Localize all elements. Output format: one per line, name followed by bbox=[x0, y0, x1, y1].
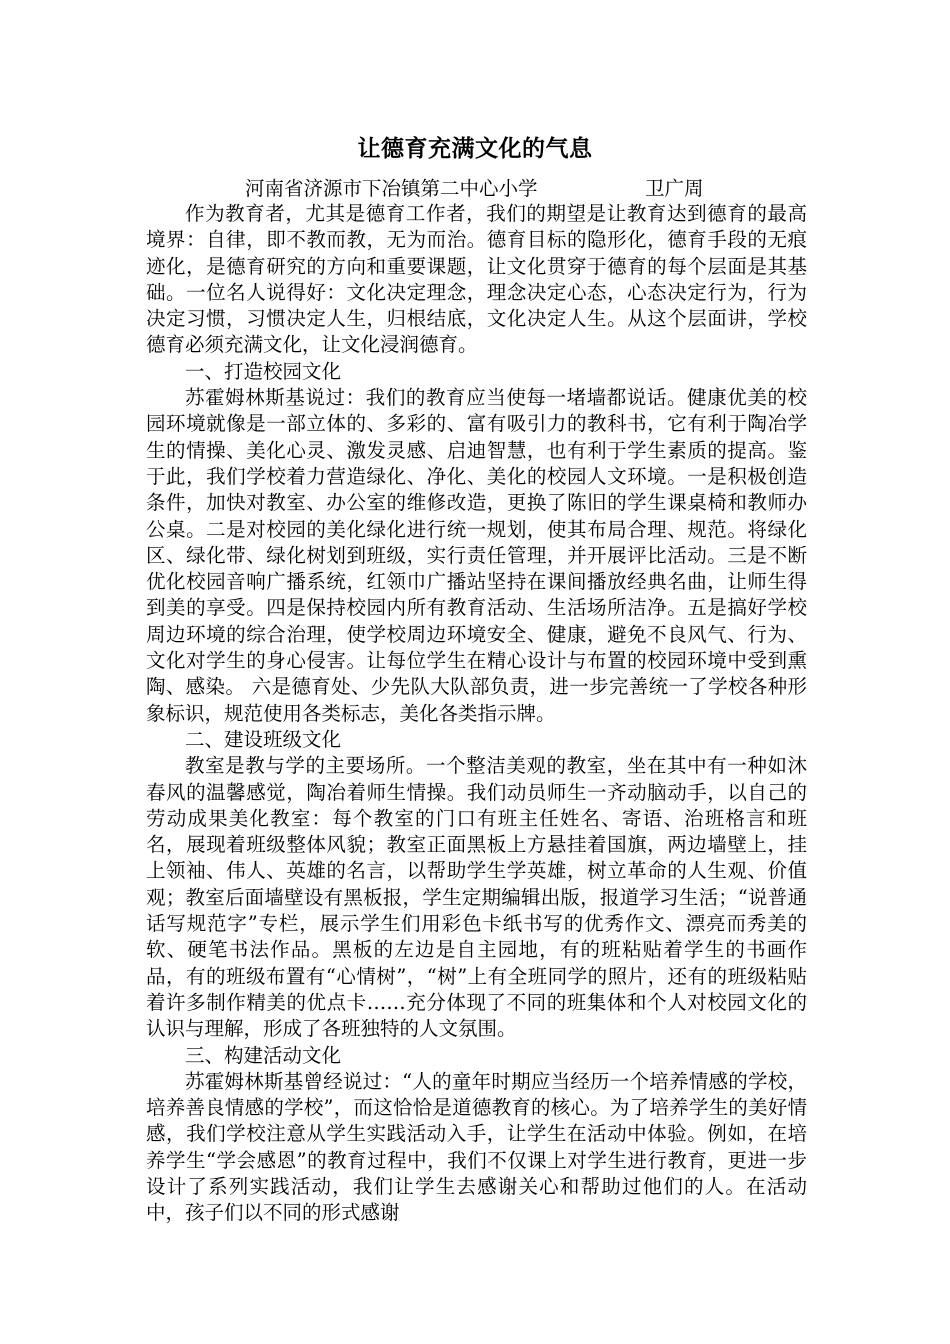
document-body bbox=[146, 201, 807, 1227]
author-name: 卫广周 bbox=[645, 177, 704, 200]
section-heading-class-culture: 二、建设班级文化 bbox=[185, 727, 342, 751]
document-title: 让德育充满文化的气息 bbox=[357, 135, 593, 162]
byline bbox=[245, 176, 765, 202]
section-heading-activity-culture: 三、构建活动文化 bbox=[185, 1043, 342, 1067]
intro-paragraph: 作为教育者，尤其是德育工作者，我们的期望是让教育达到德育的最高境界：自律，即不教而教，无为而治。德育目标的隐形化，德育手段的无痕迹化，是德育研究的方向和重要课题，让文化贯穿于德育的每个层面是其基础。一位名人说得好：文化决定理念，理念决定心态，心态决定行为，行为决定习惯，习惯决定人生，归根结底，文化决定人生。从这个层面讲，学校德育必须充满文化，让文化浸润德育。 bbox=[146, 202, 807, 357]
section-heading-campus-culture: 一、打造校园文化 bbox=[185, 359, 342, 383]
class-culture-paragraph: 教室是教与学的主要场所。一个整洁美观的教室，坐在其中有一种如沐春风的温馨感觉，陶冶着师生情操。我们动员师生一齐动脑动手，以自己的劳动成果美化教室：每个教室的门口有班主任姓名、寄语、治班格言和班名，展现着班级整体风貌；教室正面黑板上方悬挂着国旗，两边墙壁上，挂上领袖、伟人、英雄的名言，以帮助学生学英雄，树立革命的人生观、价值观；教室后面墙壁设有黑板报，学生定期编辑出版，报道学习生活；“说普通话写规范字”专栏，展示学生们用彩色卡纸书写的优秀作文、漂亮而秀美的软、硬笔书法作品。黑板的左边是自主园地，有的班粘贴着学生的书画作品，有的班级布置有“心情树”，“树”上有全班同学的照片，还有的班级粘贴着许多制作精美的优点卡……充分体现了不同的班集体和个人对校园文化的认识与理解，形成了各班独特的人文氛围。 bbox=[146, 754, 807, 1041]
school-name: 河南省济源市下冶镇第二中心小学 bbox=[245, 177, 538, 200]
activity-culture-paragraph: 苏霍姆林斯基曾经说过：“人的童年时期应当经历一个培养情感的学校，培养善良情感的学校”，而这恰恰是道德教育的核心。为了培养学生的美好情感，我们学校注意从学生实践活动入手，让学生在活动中体验。例如，在培养学生“学会感恩”的教育过程中，我们不仅课上对学生进行教育，更进一步设计了系列实践活动，我们让学生去感谢关心和帮助过他们的人。在活动中，孩子们以不同的形式感谢 bbox=[146, 1069, 807, 1225]
campus-culture-paragraph: 苏霍姆林斯基说过：我们的教育应当使每一堵墙都说话。健康优美的校园环境就像是一部立体的、多彩的、富有吸引力的教科书，它有利于陶冶学生的情操、美化心灵、激发灵感、启迪智慧，也有利于学生素质的提高。鉴于此，我们学校着力营造绿化、净化、美化的校园人文环境。一是积极创造条件，加快对教室、办公室的维修改造，更换了陈旧的学生课桌椅和教师办公桌。二是对校园的美化绿化进行统一规划，使其布局合理、规范。将绿化区、绿化带、绿化树划到班级，实行责任管理，并开展评比活动。三是不断优化校园音响广播系统，红领巾广播站坚持在课间播放经典名曲，让师生得到美的享受。四是保持校园内所有教育活动、生活场所洁净。五是搞好学校周边环境的综合治理，使学校周边环境安全、健康，避免不良风气、行为、文化对学生的身心侵害。让每位学生在精心设计与布置的校园环境中受到熏陶、感染。 六是德育处、少先队大队部负责，进一步完善统一了学校各种形象标识，规范使用各类标志，美化各类指示牌。 bbox=[146, 386, 807, 725]
